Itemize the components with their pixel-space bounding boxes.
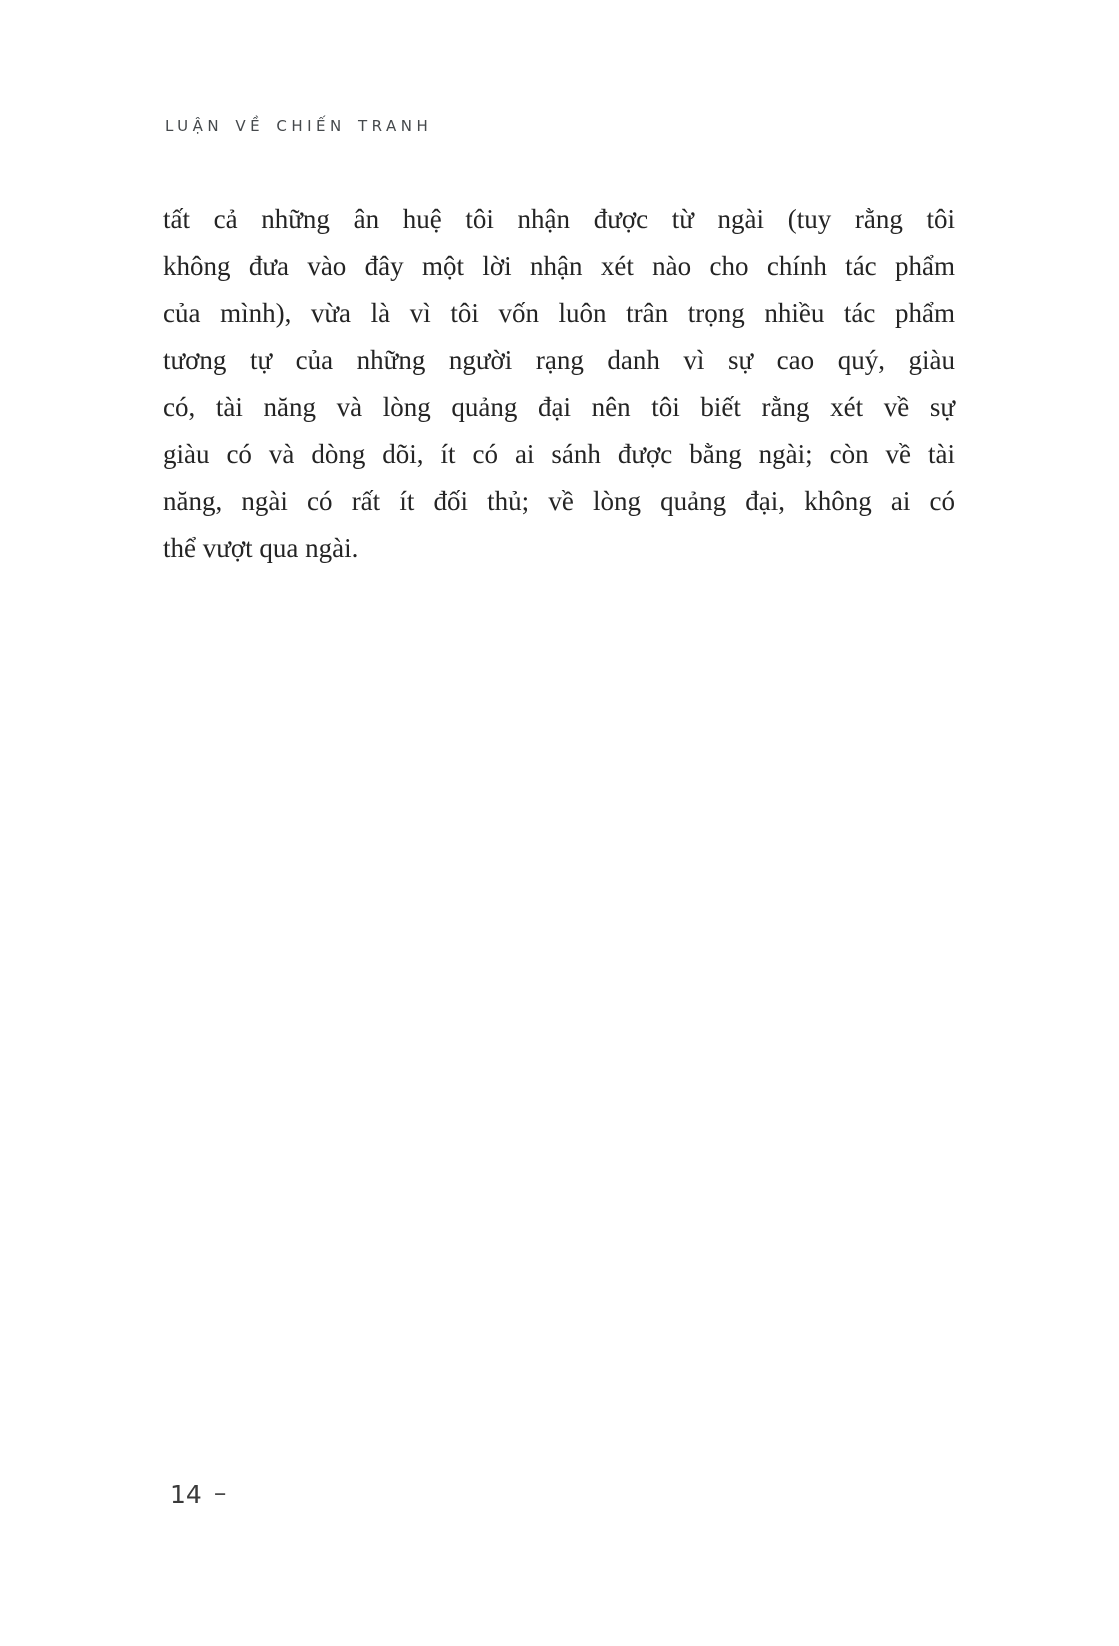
paragraph-line: giàu có và dòng dõi, ít có ai sánh được bằng ngài; còn về tài [163,439,955,469]
page-number: 14 [170,1480,202,1509]
paragraph-line: có, tài năng và lòng quảng đại nên tôi biết rằng xét về sự [163,392,955,422]
paragraph-line: của mình), vừa là vì tôi vốn luôn trân trọng nhiều tác phẩm [163,298,955,328]
body-paragraph [163,196,955,572]
paragraph-line: tương tự của những người rạng danh vì sự cao quý, giàu [163,345,955,375]
paragraph-line: tất cả những ân huệ tôi nhận được từ ngài (tuy rằng tôi [163,204,955,234]
running-head-title: LUẬN VỀ CHIẾN TRANH [165,117,433,135]
page-footer [170,1480,226,1509]
page-number-dash: – [213,1478,227,1507]
paragraph-line: không đưa vào đây một lời nhận xét nào cho chính tác phẩm [163,251,955,281]
paragraph-line: thể vượt qua ngài. [163,533,359,563]
paragraph-line: năng, ngài có rất ít đối thủ; về lòng quảng đại, không ai có [163,486,955,516]
